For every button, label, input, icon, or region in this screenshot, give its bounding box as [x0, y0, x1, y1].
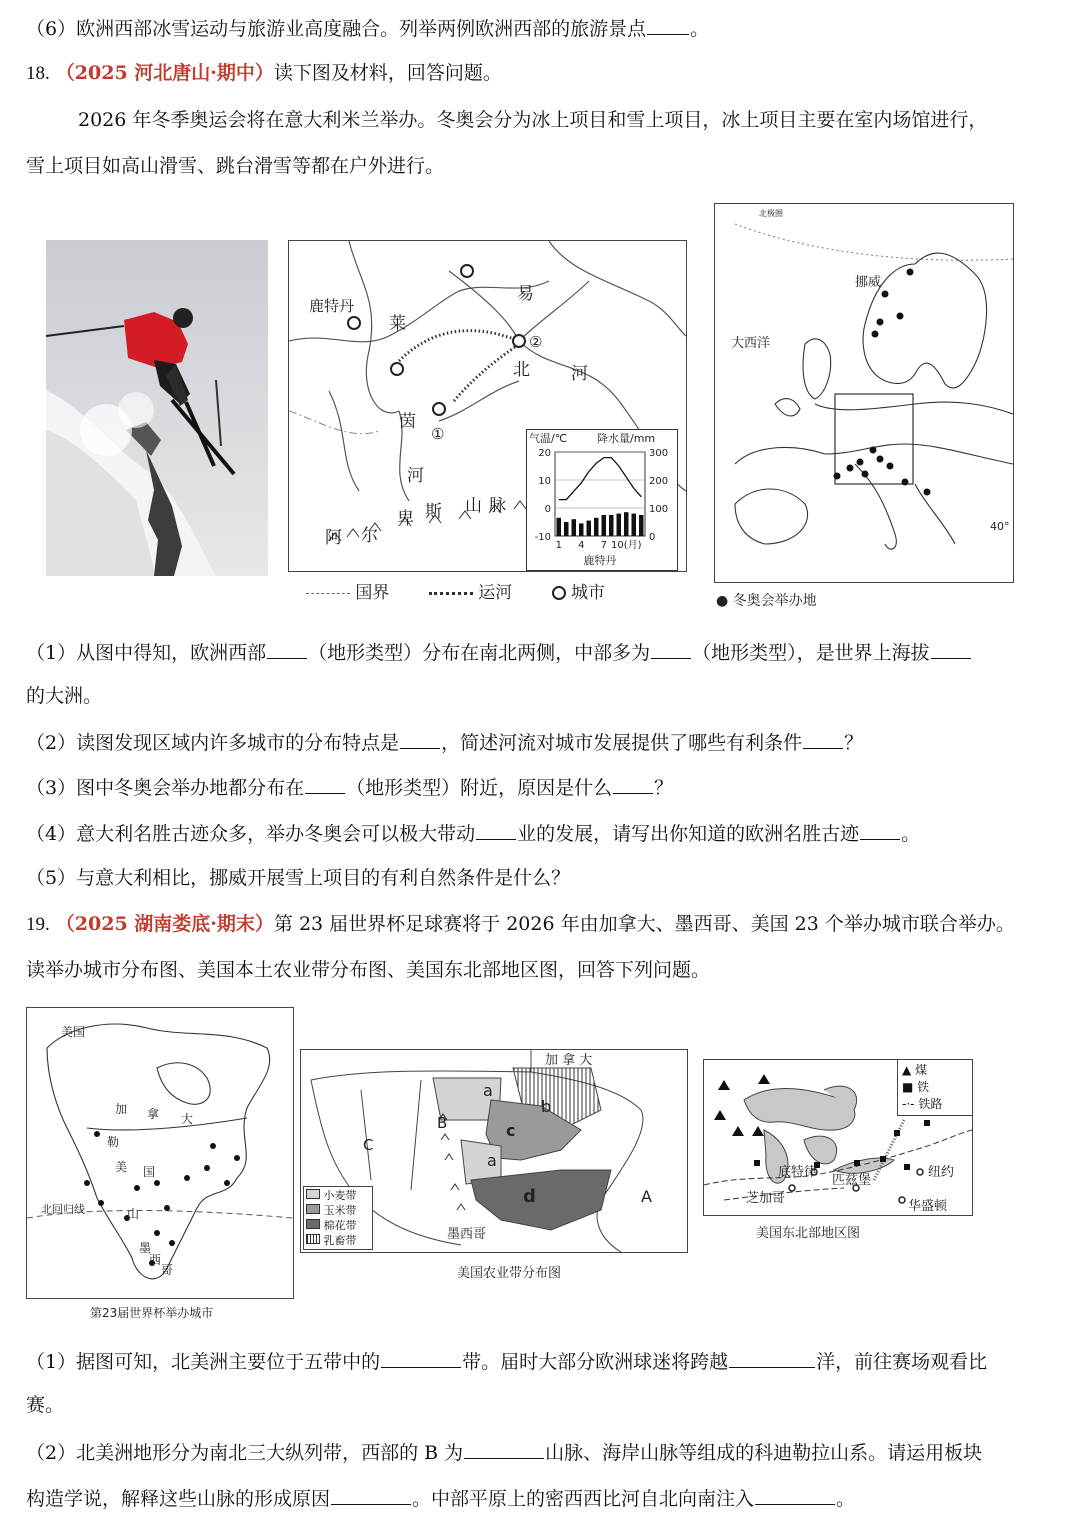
svg-text:斯: 斯: [425, 502, 442, 522]
answer-blank[interactable]: [803, 728, 843, 749]
svg-text:A: A: [641, 1187, 652, 1206]
svg-text:加: 加: [115, 1102, 128, 1116]
city-marker-icon: [552, 586, 566, 600]
svg-text:河: 河: [571, 364, 588, 384]
q19-text2: 读举办城市分布图、美国本土农业带分布图、美国东北部地区图，回答下列问题。: [26, 959, 711, 981]
canal-line-icon: [429, 592, 473, 595]
temp-line: [559, 458, 642, 500]
answer-blank[interactable]: [651, 638, 691, 659]
q18-heading: 18. （2025 河北唐山·期中）读下图及材料，回答问题。: [26, 62, 502, 84]
agriculture-legend: 小麦带 玉米带 棉花带 乳畜带: [303, 1186, 373, 1250]
svg-text:山: 山: [465, 496, 482, 516]
north-america-map-caption: 第23届世界杯举办城市: [90, 1306, 214, 1320]
q18-item5: （5）与意大利相比，挪威开展雪上项目的有利自然条件是什么？: [26, 867, 571, 889]
answer-blank[interactable]: [613, 773, 653, 794]
svg-text:阿: 阿: [325, 528, 342, 548]
svg-text:北极圈: 北极圈: [759, 209, 783, 218]
answer-blank[interactable]: [860, 819, 900, 840]
question-source: （2025 湖南娄底·期末）: [55, 913, 274, 935]
precip-bar: [617, 514, 622, 536]
svg-text:北: 北: [513, 360, 530, 380]
precip-bar: [579, 523, 584, 536]
svg-text:西: 西: [149, 1253, 162, 1267]
precip-bar: [609, 515, 614, 536]
precip-bar: [594, 518, 599, 536]
railway-line-icon: ‑·‑: [902, 1097, 915, 1111]
precip-bar: [632, 514, 637, 536]
svg-text:卑: 卑: [397, 509, 414, 529]
svg-text:勒: 勒: [107, 1135, 120, 1149]
precip-bar: [602, 515, 607, 536]
northeast-map-legend: ▲ 煤 ■ 铁 ‑·‑ 铁路: [897, 1060, 972, 1116]
month-tick-label: 1: [555, 540, 562, 551]
city-label-rotterdam: 鹿特丹: [309, 297, 355, 315]
svg-text:脉: 脉: [489, 496, 506, 516]
temp-tick-label: 20: [538, 448, 551, 459]
svg-text:芝加哥: 芝加哥: [746, 1191, 786, 1206]
dairy-belt-swatch: [306, 1234, 320, 1244]
month-tick-label: 4: [578, 540, 585, 551]
q18-paragraph-1: 2026 年冬季奥运会将在意大利米兰举办。冬奥会分为冰上项目和雪上项目，冰上项目主要在室内场馆进行，: [78, 109, 988, 131]
month-tick-label: 7: [600, 540, 607, 551]
temp-tick-label: -10: [534, 532, 551, 543]
q18-item1-cont: 的大洲。: [26, 685, 103, 707]
svg-text:匹兹堡: 匹兹堡: [832, 1173, 872, 1188]
svg-text:a: a: [483, 1081, 493, 1100]
q18-paragraph-2: 雪上项目如高山滑雪、跳台滑雪等都在户外进行。: [26, 155, 445, 177]
wheat-belt-swatch: [306, 1189, 320, 1199]
precip-bar: [572, 519, 577, 536]
precip-tick-label: 300: [649, 448, 669, 459]
precip-bar: [624, 512, 629, 536]
precip-tick-label: 200: [649, 476, 669, 487]
answer-blank[interactable]: [331, 1484, 411, 1505]
svg-text:山: 山: [127, 1207, 140, 1221]
us-northeast-map-caption: 美国东北部地区图: [756, 1226, 861, 1241]
svg-text:拿: 拿: [147, 1107, 160, 1121]
svg-text:大西洋: 大西洋: [731, 336, 771, 351]
q18-item2: （2）读图发现区域内许多城市的分布特点是 ，简述河流对城市发展提供了哪些有利条件 ？: [26, 728, 863, 756]
svg-text:40°: 40°: [990, 520, 1010, 533]
precip-axis-label: 降水量/mm: [597, 432, 656, 445]
svg-text:挪威: 挪威: [855, 275, 882, 290]
climate-city-label: 鹿特丹: [583, 554, 617, 567]
q18-item3: （3）图中冬奥会举办地都分布在 （地形类型）附近，原因是什么 ？: [26, 773, 673, 801]
temp-tick-label: 10: [538, 476, 551, 487]
question-source: （2025 河北唐山·期中）: [55, 62, 274, 84]
answer-blank[interactable]: [305, 773, 345, 794]
us-northeast-map: [703, 1059, 973, 1216]
precip-bar: [587, 521, 592, 536]
svg-text:美: 美: [115, 1160, 128, 1174]
q18-item1: （1）从图中得知，欧洲西部 （地形类型）分布在南北两侧，中部多为 （地形类型），是世界上海拔: [26, 638, 972, 666]
svg-text:美国: 美国: [61, 1025, 86, 1039]
svg-text:c: c: [506, 1121, 516, 1140]
q19-item1: （1）据图可知，北美洲主要位于五带中的 带。届时大部分欧洲球迷将跨越 洋，前往赛场观看比: [26, 1347, 987, 1375]
svg-text:墨西哥: 墨西哥: [447, 1227, 487, 1242]
answer-blank[interactable]: [647, 14, 689, 35]
answer-blank[interactable]: [464, 1438, 544, 1459]
us-agriculture-map-caption: 美国农业带分布图: [457, 1266, 562, 1281]
skier-photo: [46, 240, 268, 576]
iron-square-icon: ■: [902, 1080, 914, 1094]
svg-text:a: a: [487, 1151, 497, 1170]
answer-blank[interactable]: [755, 1484, 835, 1505]
answer-blank[interactable]: [476, 819, 516, 840]
svg-text:易: 易: [517, 284, 534, 304]
europe-map-legend: ● 冬奥会举办地: [716, 593, 817, 609]
q19-item2: （2）北美洲地形分为南北三大纵列带，西部的 B 为 山脉、海岸山脉等组成的科迪勒拉山系。请运用板块: [26, 1438, 982, 1466]
rhine-region-map: [288, 240, 687, 572]
precip-tick-label: 0: [649, 532, 656, 543]
svg-text:b: b: [541, 1097, 552, 1116]
svg-text:C: C: [363, 1136, 374, 1154]
city-label-1: ①: [431, 425, 445, 443]
coal-triangle-icon: ▲: [902, 1063, 912, 1077]
climate-chart: [526, 429, 678, 571]
answer-blank[interactable]: [931, 638, 971, 659]
svg-text:大: 大: [181, 1112, 194, 1126]
svg-text:d: d: [523, 1186, 536, 1207]
answer-blank[interactable]: [729, 1347, 815, 1368]
north-america-map: [26, 1007, 294, 1299]
europe-map: [714, 203, 1014, 583]
svg-text:底特律: 底特律: [778, 1165, 818, 1180]
svg-text:加 拿 大: 加 拿 大: [545, 1053, 593, 1068]
svg-text:尔: 尔: [361, 526, 378, 546]
svg-text:国: 国: [143, 1165, 156, 1179]
month-tick-label: 10(月): [610, 540, 642, 551]
svg-text:莱: 莱: [389, 314, 406, 334]
temp-axis-label: 气温/℃: [529, 432, 568, 445]
svg-text:茵: 茵: [399, 412, 416, 432]
precip-tick-label: 100: [649, 504, 669, 515]
precip-bar: [557, 518, 562, 536]
svg-text:纽约: 纽约: [928, 1165, 955, 1180]
us-agriculture-map: [300, 1049, 688, 1253]
precip-bar: [564, 522, 569, 536]
answer-blank[interactable]: [267, 638, 307, 659]
svg-text:河: 河: [407, 466, 424, 486]
answer-blank[interactable]: [381, 1347, 461, 1368]
q19-heading: 19. （2025 湖南娄底·期末）第 23 届世界杯足球赛将于 2026 年由加拿大、墨西哥、美国 23 个举办城市联合举办。: [26, 913, 1015, 935]
border-line-icon: [306, 593, 350, 594]
corn-belt-swatch: [306, 1204, 320, 1214]
q18-item4: （4）意大利名胜古迹众多，举办冬奥会可以极大带动 业的发展，请写出你知道的欧洲名胜古迹 。: [26, 819, 920, 847]
cotton-belt-swatch: [306, 1219, 320, 1229]
svg-text:华盛顿: 华盛顿: [908, 1199, 948, 1214]
q19-item2-cont: 构造学说，解释这些山脉的形成原因 。中部平原上的密西西比河自北向南注入 。: [26, 1484, 855, 1512]
answer-blank[interactable]: [400, 728, 440, 749]
q19-item1-cont: 赛。: [26, 1394, 65, 1416]
svg-text:B: B: [437, 1114, 448, 1132]
svg-text:墨: 墨: [139, 1241, 152, 1255]
rhine-map-legend: 国界 运河 城市: [306, 578, 605, 603]
temp-tick-label: 0: [544, 504, 551, 515]
city-label-2: ②: [529, 333, 543, 351]
svg-text:哥: 哥: [161, 1263, 174, 1277]
precip-bar: [639, 515, 644, 536]
q17-item6: （6）欧洲西部冰雪运动与旅游业高度融合。列举两例欧洲西部的旅游景点 。: [26, 14, 709, 42]
svg-text:北回归线: 北回归线: [41, 1203, 85, 1216]
